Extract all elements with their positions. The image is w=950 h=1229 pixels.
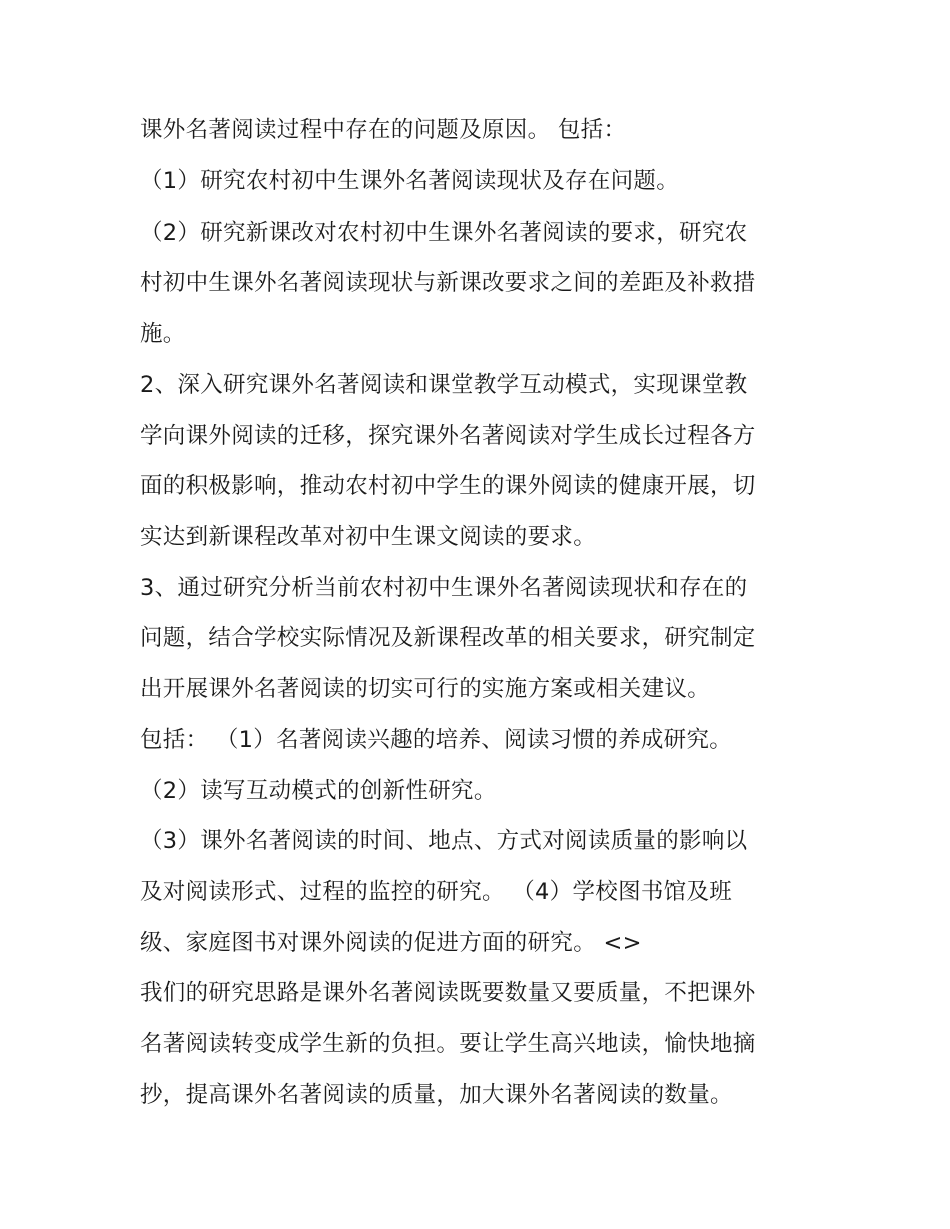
text-line: 包括： （1）名著阅读兴趣的培养、阅读习惯的养成研究。 bbox=[140, 727, 733, 753]
text-line: 面的积极影响，推动农村初中学生的课外阅读的健康开展，切 bbox=[140, 473, 756, 499]
text-line: 施。 bbox=[140, 321, 186, 347]
text-line: 名著阅读转变成学生新的负担。要让学生高兴地读，愉快地摘 bbox=[140, 1031, 756, 1057]
text-line: （2）读写互动模式的创新性研究。 bbox=[140, 778, 497, 804]
text-line: 问题，结合学校实际情况及新课程改革的相关要求，研究制定 bbox=[140, 625, 756, 651]
text-line: 实达到新课程改革对初中生课文阅读的要求。 bbox=[140, 524, 597, 550]
text-line: 及对阅读形式、过程的监控的研究。 （4）学校图书馆及班 bbox=[140, 879, 733, 905]
text-line: 抄，提高课外名著阅读的质量，加大课外名著阅读的数量。 bbox=[140, 1082, 733, 1108]
text-line: 村初中生课外名著阅读现状与新课改要求之间的差距及补救措 bbox=[140, 270, 756, 296]
text-line: （2）研究新课改对农村初中生课外名著阅读的要求，研究农 bbox=[140, 220, 748, 246]
text-line: （1）研究农村初中生课外名著阅读现状及存在问题。 bbox=[140, 168, 680, 194]
text-line: 出开展课外名著阅读的切实可行的实施方案或相关建议。 bbox=[140, 676, 711, 702]
text-line: （3）课外名著阅读的时间、地点、方式对阅读质量的影响以 bbox=[140, 828, 748, 854]
text-line: 2、深入研究课外名著阅读和课堂教学互动模式，实现课堂教 bbox=[140, 372, 748, 398]
text-line: 课外名著阅读过程中存在的问题及原因。 包括： bbox=[140, 117, 627, 143]
text-line: 3、通过研究分析当前农村初中生课外名著阅读现状和存在的 bbox=[140, 575, 748, 601]
text-line: 学向课外阅读的迁移，探究课外名著阅读对学生成长过程各方 bbox=[140, 423, 756, 449]
text-line: 我们的研究思路是课外名著阅读既要数量又要质量，不把课外 bbox=[140, 980, 756, 1006]
text-line: 级、家庭图书对课外阅读的促进方面的研究。 <> bbox=[140, 930, 642, 956]
